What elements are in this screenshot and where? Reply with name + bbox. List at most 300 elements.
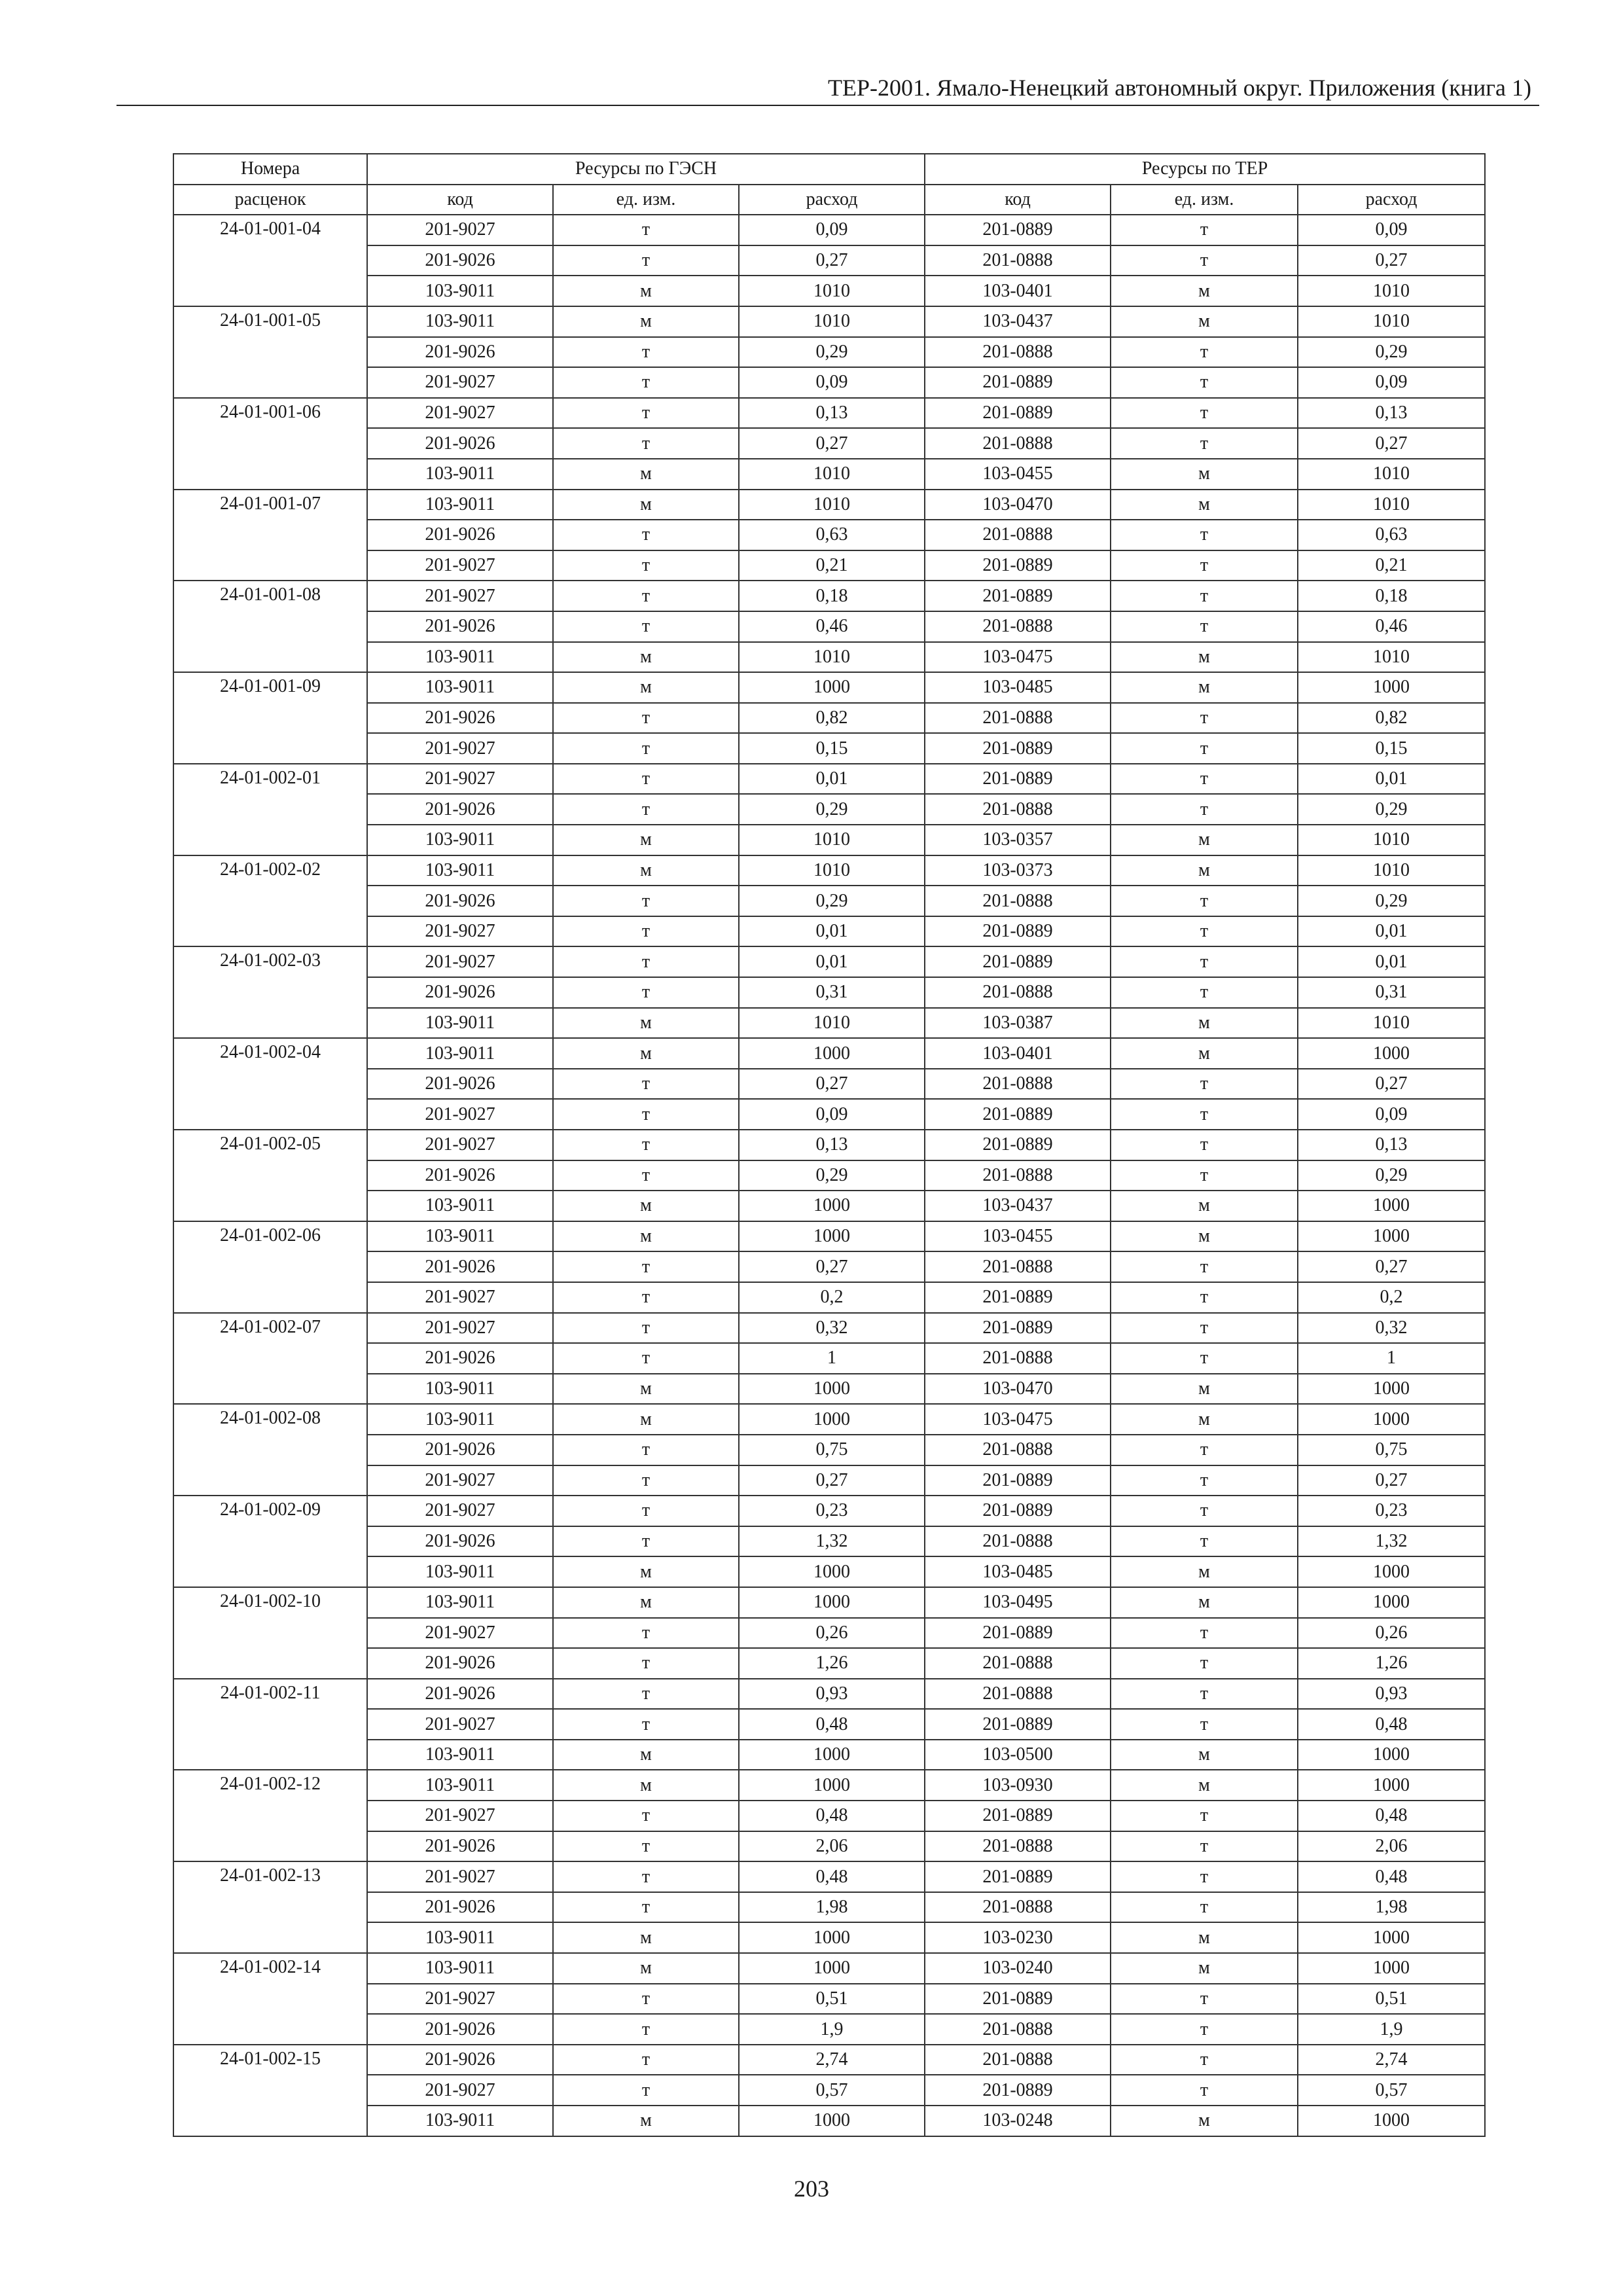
gesn-code-cell: 201-9027 bbox=[367, 1313, 553, 1344]
ter-code-cell: 201-0888 bbox=[925, 1343, 1111, 1374]
gesn-consumption-cell: 0,48 bbox=[739, 1709, 925, 1740]
table-row bbox=[173, 642, 1485, 673]
ter-code-cell: 201-0888 bbox=[925, 2045, 1111, 2075]
rate-number-cell: 24-01-002-10 bbox=[173, 1587, 367, 1679]
ter-code-cell: 201-0888 bbox=[925, 1160, 1111, 1191]
ter-code-cell: 201-0889 bbox=[925, 581, 1111, 611]
gesn-consumption-cell: 2,74 bbox=[739, 2045, 925, 2075]
gesn-code-cell: 103-9011 bbox=[367, 825, 553, 855]
rate-number-cell: 24-01-001-06 bbox=[173, 398, 367, 490]
gesn-code-cell: 201-9027 bbox=[367, 367, 553, 398]
gesn-consumption-cell: 0,09 bbox=[739, 367, 925, 398]
gesn-unit-cell: т bbox=[553, 1526, 739, 1557]
ter-code-cell: 201-0888 bbox=[925, 337, 1111, 368]
table-row bbox=[173, 1191, 1485, 1221]
ter-unit-cell: т bbox=[1111, 1282, 1298, 1313]
gesn-unit-cell: т bbox=[553, 916, 739, 947]
gesn-code-cell: 201-9027 bbox=[367, 215, 553, 245]
gesn-code-header: код bbox=[367, 185, 553, 215]
rate-number-cell: 24-01-002-07 bbox=[173, 1313, 367, 1405]
gesn-code-cell: 201-9027 bbox=[367, 1099, 553, 1130]
table-row bbox=[173, 245, 1485, 276]
ter-code-cell: 201-0889 bbox=[925, 946, 1111, 977]
ter-code-cell: 103-0470 bbox=[925, 490, 1111, 520]
ter-consumption-cell: 1000 bbox=[1298, 1953, 1485, 1984]
ter-consumption-cell: 0,23 bbox=[1298, 1496, 1485, 1526]
table-row bbox=[173, 1099, 1485, 1130]
table-row bbox=[173, 1770, 1485, 1801]
table-row bbox=[173, 1374, 1485, 1405]
table-row bbox=[173, 1984, 1485, 2015]
gesn-consumption-header: расход bbox=[739, 185, 925, 215]
table-row bbox=[173, 215, 1485, 245]
gesn-unit-cell: м bbox=[553, 672, 739, 703]
gesn-consumption-cell: 0,26 bbox=[739, 1618, 925, 1649]
ter-unit-cell: т bbox=[1111, 611, 1298, 642]
ter-unit-cell: м bbox=[1111, 490, 1298, 520]
gesn-unit-cell: т bbox=[553, 1648, 739, 1679]
ter-unit-cell: м bbox=[1111, 672, 1298, 703]
ter-code-cell: 201-0888 bbox=[925, 1679, 1111, 1710]
gesn-consumption-cell: 0,01 bbox=[739, 946, 925, 977]
table-row bbox=[173, 367, 1485, 398]
ter-consumption-cell: 1 bbox=[1298, 1343, 1485, 1374]
table-row bbox=[173, 733, 1485, 764]
gesn-consumption-cell: 0,29 bbox=[739, 1160, 925, 1191]
ter-unit-cell: т bbox=[1111, 794, 1298, 825]
table-row bbox=[173, 1801, 1485, 1831]
rate-number-cell: 24-01-002-08 bbox=[173, 1404, 367, 1496]
ter-unit-cell: т bbox=[1111, 1343, 1298, 1374]
ter-unit-cell: м bbox=[1111, 2106, 1298, 2136]
gesn-unit-cell: м bbox=[553, 490, 739, 520]
gesn-unit-cell: м bbox=[553, 855, 739, 886]
ter-code-cell: 201-0888 bbox=[925, 1069, 1111, 1100]
ter-consumption-cell: 0,09 bbox=[1298, 367, 1485, 398]
gesn-consumption-cell: 1 bbox=[739, 1343, 925, 1374]
gesn-code-cell: 201-9026 bbox=[367, 1892, 553, 1923]
gesn-consumption-cell: 1010 bbox=[739, 459, 925, 490]
ter-consumption-cell: 0,18 bbox=[1298, 581, 1485, 611]
ter-consumption-cell: 1000 bbox=[1298, 1221, 1485, 1252]
ter-consumption-cell: 0,46 bbox=[1298, 611, 1485, 642]
gesn-consumption-cell: 1000 bbox=[739, 1191, 925, 1221]
table-row bbox=[173, 306, 1485, 337]
table-row bbox=[173, 1069, 1485, 1100]
table-row bbox=[173, 428, 1485, 459]
ter-code-cell: 201-0889 bbox=[925, 764, 1111, 795]
rate-number-cell: 24-01-001-04 bbox=[173, 215, 367, 306]
ter-code-cell: 201-0888 bbox=[925, 245, 1111, 276]
gesn-consumption-cell: 1010 bbox=[739, 825, 925, 855]
gesn-consumption-cell: 1000 bbox=[739, 1587, 925, 1618]
gesn-code-cell: 201-9026 bbox=[367, 703, 553, 734]
ter-unit-cell: т bbox=[1111, 1526, 1298, 1557]
gesn-unit-cell: м bbox=[553, 1740, 739, 1770]
gesn-unit-cell: т bbox=[553, 245, 739, 276]
gesn-consumption-cell: 0,13 bbox=[739, 398, 925, 429]
gesn-consumption-cell: 0,01 bbox=[739, 764, 925, 795]
gesn-unit-cell: т bbox=[553, 1679, 739, 1710]
gesn-code-cell: 201-9026 bbox=[367, 1160, 553, 1191]
table-row bbox=[173, 1313, 1485, 1344]
table-row bbox=[173, 672, 1485, 703]
table-header bbox=[173, 154, 1485, 215]
gesn-consumption-cell: 0,27 bbox=[739, 1069, 925, 1100]
header-row-top bbox=[173, 154, 1485, 185]
ter-unit-cell: т bbox=[1111, 215, 1298, 245]
rate-number-cell: 24-01-002-12 bbox=[173, 1770, 367, 1861]
ter-consumption-cell: 0,29 bbox=[1298, 794, 1485, 825]
ter-code-cell: 201-0889 bbox=[925, 215, 1111, 245]
table-row bbox=[173, 611, 1485, 642]
gesn-consumption-cell: 0,09 bbox=[739, 215, 925, 245]
ter-code-cell: 103-0455 bbox=[925, 459, 1111, 490]
table-row bbox=[173, 1831, 1485, 1862]
table-row bbox=[173, 825, 1485, 855]
ter-unit-cell: м bbox=[1111, 1008, 1298, 1039]
ter-code-cell: 201-0889 bbox=[925, 367, 1111, 398]
gesn-consumption-cell: 0,13 bbox=[739, 1130, 925, 1160]
gesn-unit-cell: м bbox=[553, 1221, 739, 1252]
gesn-unit-cell: т bbox=[553, 215, 739, 245]
ter-code-cell: 201-0889 bbox=[925, 733, 1111, 764]
ter-code-cell: 201-0888 bbox=[925, 520, 1111, 550]
ter-unit-cell: т bbox=[1111, 1801, 1298, 1831]
ter-consumption-cell: 1,32 bbox=[1298, 1526, 1485, 1557]
table-row bbox=[173, 1221, 1485, 1252]
ter-consumption-cell: 0,75 bbox=[1298, 1435, 1485, 1465]
gesn-code-cell: 103-9011 bbox=[367, 276, 553, 306]
gesn-consumption-cell: 1000 bbox=[739, 2106, 925, 2136]
table-row bbox=[173, 2045, 1485, 2075]
ter-code-cell: 201-0889 bbox=[925, 1130, 1111, 1160]
ter-unit-cell: т bbox=[1111, 1435, 1298, 1465]
gesn-unit-cell: м bbox=[553, 1953, 739, 1984]
ter-unit-cell: м bbox=[1111, 1374, 1298, 1405]
ter-code-cell: 103-0248 bbox=[925, 2106, 1111, 2136]
ter-code-cell: 201-0888 bbox=[925, 611, 1111, 642]
ter-unit-cell: т bbox=[1111, 2075, 1298, 2106]
ter-code-cell: 201-0889 bbox=[925, 1282, 1111, 1313]
gesn-code-cell: 201-9026 bbox=[367, 1679, 553, 1710]
gesn-code-cell: 103-9011 bbox=[367, 1953, 553, 1984]
ter-consumption-cell: 1000 bbox=[1298, 1191, 1485, 1221]
ter-unit-cell: м bbox=[1111, 1191, 1298, 1221]
gesn-consumption-cell: 0,2 bbox=[739, 1282, 925, 1313]
ter-consumption-cell: 0,27 bbox=[1298, 245, 1485, 276]
ter-code-cell: 103-0475 bbox=[925, 642, 1111, 673]
gesn-code-cell: 201-9027 bbox=[367, 764, 553, 795]
rate-number-cell: 24-01-002-09 bbox=[173, 1496, 367, 1587]
gesn-code-cell: 103-9011 bbox=[367, 642, 553, 673]
ter-unit-cell: т bbox=[1111, 245, 1298, 276]
ter-code-cell: 201-0888 bbox=[925, 1648, 1111, 1679]
table-row bbox=[173, 1526, 1485, 1557]
gesn-unit-cell: т bbox=[553, 703, 739, 734]
gesn-consumption-cell: 0,32 bbox=[739, 1313, 925, 1344]
gesn-unit-cell: т bbox=[553, 1496, 739, 1526]
ter-consumption-cell: 1000 bbox=[1298, 1374, 1485, 1405]
gesn-consumption-cell: 0,27 bbox=[739, 428, 925, 459]
gesn-code-cell: 201-9027 bbox=[367, 581, 553, 611]
rate-number-cell: 24-01-002-02 bbox=[173, 855, 367, 947]
table-row bbox=[173, 2014, 1485, 2045]
table-row bbox=[173, 1587, 1485, 1618]
ter-code-cell: 103-0401 bbox=[925, 276, 1111, 306]
gesn-unit-cell: м bbox=[553, 1374, 739, 1405]
ter-unit-cell: т bbox=[1111, 2014, 1298, 2045]
gesn-group-header: Ресурсы по ГЭСН bbox=[367, 154, 925, 185]
ter-code-cell: 201-0889 bbox=[925, 1465, 1111, 1496]
gesn-code-cell: 201-9026 bbox=[367, 1435, 553, 1465]
table-row bbox=[173, 946, 1485, 977]
ter-unit-cell: м bbox=[1111, 1556, 1298, 1587]
gesn-consumption-cell: 0,23 bbox=[739, 1496, 925, 1526]
gesn-unit-cell: м bbox=[553, 1556, 739, 1587]
rate-number-cell: 24-01-002-14 bbox=[173, 1953, 367, 2045]
gesn-consumption-cell: 1010 bbox=[739, 855, 925, 886]
gesn-unit-cell: т bbox=[553, 428, 739, 459]
ter-unit-cell: т bbox=[1111, 520, 1298, 550]
gesn-code-cell: 201-9027 bbox=[367, 1709, 553, 1740]
table-row bbox=[173, 1282, 1485, 1313]
gesn-consumption-cell: 1000 bbox=[739, 1404, 925, 1435]
ter-consumption-cell: 0,01 bbox=[1298, 946, 1485, 977]
gesn-code-cell: 201-9026 bbox=[367, 337, 553, 368]
ter-consumption-cell: 1010 bbox=[1298, 490, 1485, 520]
gesn-consumption-cell: 1010 bbox=[739, 490, 925, 520]
gesn-code-cell: 201-9027 bbox=[367, 1282, 553, 1313]
gesn-code-cell: 201-9026 bbox=[367, 245, 553, 276]
gesn-consumption-cell: 0,75 bbox=[739, 1435, 925, 1465]
table-row bbox=[173, 459, 1485, 490]
gesn-unit-cell: т bbox=[553, 794, 739, 825]
gesn-unit-cell: м bbox=[553, 306, 739, 337]
table-body bbox=[173, 215, 1485, 2136]
ter-unit-cell: т bbox=[1111, 1099, 1298, 1130]
ter-unit-cell: т bbox=[1111, 367, 1298, 398]
table-row bbox=[173, 1618, 1485, 1649]
gesn-code-cell: 103-9011 bbox=[367, 1038, 553, 1069]
rates-header-line1: Номера bbox=[173, 154, 367, 185]
table-row bbox=[173, 794, 1485, 825]
ter-consumption-header: расход bbox=[1298, 185, 1485, 215]
gesn-code-cell: 103-9011 bbox=[367, 1770, 553, 1801]
header-title: ТЕР-2001. Ямало-Ненецкий автономный округ. Приложения (книга 1) bbox=[828, 75, 1531, 101]
ter-code-cell: 103-0475 bbox=[925, 1404, 1111, 1435]
ter-code-cell: 103-0230 bbox=[925, 1922, 1111, 1953]
gesn-code-cell: 201-9027 bbox=[367, 1465, 553, 1496]
table-row bbox=[173, 1556, 1485, 1587]
table-row bbox=[173, 550, 1485, 581]
gesn-unit-cell: т bbox=[553, 1282, 739, 1313]
gesn-consumption-cell: 1010 bbox=[739, 276, 925, 306]
gesn-code-cell: 201-9027 bbox=[367, 1618, 553, 1649]
gesn-code-cell: 103-9011 bbox=[367, 1374, 553, 1405]
ter-unit-cell: т bbox=[1111, 1831, 1298, 1862]
ter-consumption-cell: 0,01 bbox=[1298, 916, 1485, 947]
rate-number-cell: 24-01-001-08 bbox=[173, 581, 367, 672]
ter-consumption-cell: 1010 bbox=[1298, 306, 1485, 337]
gesn-code-cell: 201-9027 bbox=[367, 1861, 553, 1892]
gesn-unit-cell: т bbox=[553, 1130, 739, 1160]
gesn-unit-cell: т bbox=[553, 1251, 739, 1282]
gesn-code-cell: 201-9027 bbox=[367, 1801, 553, 1831]
gesn-unit-cell: т bbox=[553, 2014, 739, 2045]
gesn-code-cell: 103-9011 bbox=[367, 672, 553, 703]
ter-unit-cell: т bbox=[1111, 1861, 1298, 1892]
ter-code-cell: 201-0889 bbox=[925, 550, 1111, 581]
gesn-code-cell: 201-9027 bbox=[367, 1984, 553, 2015]
gesn-unit-cell: т bbox=[553, 520, 739, 550]
rate-number-cell: 24-01-002-11 bbox=[173, 1679, 367, 1770]
ter-group-header: Ресурсы по ТЕР bbox=[925, 154, 1485, 185]
table-row bbox=[173, 1465, 1485, 1496]
ter-unit-cell: м bbox=[1111, 1953, 1298, 1984]
gesn-code-cell: 103-9011 bbox=[367, 306, 553, 337]
rate-number-cell: 24-01-002-04 bbox=[173, 1038, 367, 1130]
table-row bbox=[173, 398, 1485, 429]
ter-unit-cell: т bbox=[1111, 886, 1298, 916]
gesn-consumption-cell: 0,27 bbox=[739, 1465, 925, 1496]
gesn-unit-cell: м bbox=[553, 1922, 739, 1953]
gesn-unit-cell: т bbox=[553, 1435, 739, 1465]
gesn-unit-cell: т bbox=[553, 367, 739, 398]
ter-consumption-cell: 1000 bbox=[1298, 2106, 1485, 2136]
ter-code-cell: 103-0485 bbox=[925, 672, 1111, 703]
ter-unit-cell: т bbox=[1111, 1313, 1298, 1344]
ter-unit-cell: т bbox=[1111, 916, 1298, 947]
table-row bbox=[173, 1343, 1485, 1374]
ter-unit-cell: т bbox=[1111, 398, 1298, 429]
ter-unit-cell: м bbox=[1111, 642, 1298, 673]
ter-consumption-cell: 1000 bbox=[1298, 672, 1485, 703]
ter-unit-cell: т bbox=[1111, 550, 1298, 581]
ter-unit-cell: м bbox=[1111, 1922, 1298, 1953]
ter-unit-cell: т bbox=[1111, 1069, 1298, 1100]
gesn-consumption-cell: 1,9 bbox=[739, 2014, 925, 2045]
ter-consumption-cell: 0,27 bbox=[1298, 1251, 1485, 1282]
ter-consumption-cell: 1010 bbox=[1298, 459, 1485, 490]
ter-unit-cell: т bbox=[1111, 1496, 1298, 1526]
ter-consumption-cell: 1010 bbox=[1298, 276, 1485, 306]
table-row bbox=[173, 1679, 1485, 1710]
ter-code-cell: 103-0930 bbox=[925, 1770, 1111, 1801]
gesn-unit-cell: м bbox=[553, 1038, 739, 1069]
ter-consumption-cell: 0,48 bbox=[1298, 1801, 1485, 1831]
ter-consumption-cell: 1010 bbox=[1298, 1008, 1485, 1039]
ter-consumption-cell: 0,27 bbox=[1298, 1069, 1485, 1100]
table-row bbox=[173, 1038, 1485, 1069]
ter-code-cell: 201-0889 bbox=[925, 1709, 1111, 1740]
table-row bbox=[173, 581, 1485, 611]
ter-consumption-cell: 0,13 bbox=[1298, 398, 1485, 429]
gesn-code-cell: 103-9011 bbox=[367, 1740, 553, 1770]
gesn-code-cell: 103-9011 bbox=[367, 1922, 553, 1953]
gesn-code-cell: 201-9027 bbox=[367, 733, 553, 764]
ter-code-cell: 201-0888 bbox=[925, 428, 1111, 459]
gesn-unit-cell: т bbox=[553, 764, 739, 795]
table-row bbox=[173, 1160, 1485, 1191]
gesn-code-cell: 201-9026 bbox=[367, 1648, 553, 1679]
table-row bbox=[173, 490, 1485, 520]
gesn-code-cell: 201-9027 bbox=[367, 550, 553, 581]
gesn-unit-cell: т bbox=[553, 2075, 739, 2106]
gesn-unit-cell: м bbox=[553, 1008, 739, 1039]
ter-unit-cell: т bbox=[1111, 1709, 1298, 1740]
ter-consumption-cell: 0,27 bbox=[1298, 428, 1485, 459]
gesn-unit-cell: м bbox=[553, 1404, 739, 1435]
table-row bbox=[173, 1709, 1485, 1740]
table-row bbox=[173, 1404, 1485, 1435]
ter-code-cell: 103-0500 bbox=[925, 1740, 1111, 1770]
gesn-code-cell: 201-9026 bbox=[367, 428, 553, 459]
ter-unit-cell: т bbox=[1111, 1160, 1298, 1191]
gesn-consumption-cell: 1000 bbox=[739, 1922, 925, 1953]
table-row bbox=[173, 1740, 1485, 1770]
ter-code-cell: 201-0889 bbox=[925, 1861, 1111, 1892]
gesn-consumption-cell: 0,46 bbox=[739, 611, 925, 642]
ter-unit-cell: т bbox=[1111, 1984, 1298, 2015]
gesn-code-cell: 201-9026 bbox=[367, 1831, 553, 1862]
gesn-unit-cell: м bbox=[553, 2106, 739, 2136]
gesn-consumption-cell: 1000 bbox=[739, 1374, 925, 1405]
ter-code-cell: 201-0889 bbox=[925, 916, 1111, 947]
gesn-code-cell: 201-9027 bbox=[367, 1130, 553, 1160]
ter-code-cell: 103-0240 bbox=[925, 1953, 1111, 1984]
gesn-unit-cell: м bbox=[553, 642, 739, 673]
ter-consumption-cell: 1,98 bbox=[1298, 1892, 1485, 1923]
gesn-code-cell: 103-9011 bbox=[367, 855, 553, 886]
gesn-unit-cell: т bbox=[553, 2045, 739, 2075]
table-row bbox=[173, 916, 1485, 947]
ter-unit-cell: т bbox=[1111, 2045, 1298, 2075]
ter-consumption-cell: 1000 bbox=[1298, 1404, 1485, 1435]
gesn-code-cell: 201-9027 bbox=[367, 398, 553, 429]
ter-code-cell: 201-0889 bbox=[925, 2075, 1111, 2106]
rates-header-line2: расценок bbox=[173, 185, 367, 215]
ter-unit-cell: т bbox=[1111, 977, 1298, 1008]
ter-consumption-cell: 0,09 bbox=[1298, 1099, 1485, 1130]
ter-code-cell: 103-0455 bbox=[925, 1221, 1111, 1252]
ter-unit-cell: т bbox=[1111, 764, 1298, 795]
gesn-unit-cell: т bbox=[553, 398, 739, 429]
ter-consumption-cell: 0,82 bbox=[1298, 703, 1485, 734]
ter-consumption-cell: 1010 bbox=[1298, 642, 1485, 673]
gesn-unit-cell: т bbox=[553, 1160, 739, 1191]
gesn-code-cell: 201-9026 bbox=[367, 977, 553, 1008]
gesn-consumption-cell: 1010 bbox=[739, 642, 925, 673]
ter-code-cell: 201-0888 bbox=[925, 1892, 1111, 1923]
ter-unit-cell: т bbox=[1111, 1251, 1298, 1282]
ter-consumption-cell: 0,01 bbox=[1298, 764, 1485, 795]
gesn-consumption-cell: 1000 bbox=[739, 1038, 925, 1069]
table-row bbox=[173, 1008, 1485, 1039]
ter-code-cell: 201-0888 bbox=[925, 886, 1111, 916]
gesn-code-cell: 103-9011 bbox=[367, 459, 553, 490]
ter-unit-cell: м bbox=[1111, 855, 1298, 886]
gesn-consumption-cell: 2,06 bbox=[739, 1831, 925, 1862]
gesn-unit-cell: т bbox=[553, 1099, 739, 1130]
gesn-unit-cell: т bbox=[553, 1861, 739, 1892]
gesn-unit-cell: т bbox=[553, 1313, 739, 1344]
ter-unit-cell: т bbox=[1111, 1648, 1298, 1679]
ter-code-cell: 103-0437 bbox=[925, 306, 1111, 337]
gesn-unit-cell: т bbox=[553, 1801, 739, 1831]
ter-consumption-cell: 1000 bbox=[1298, 1770, 1485, 1801]
gesn-code-cell: 103-9011 bbox=[367, 2106, 553, 2136]
